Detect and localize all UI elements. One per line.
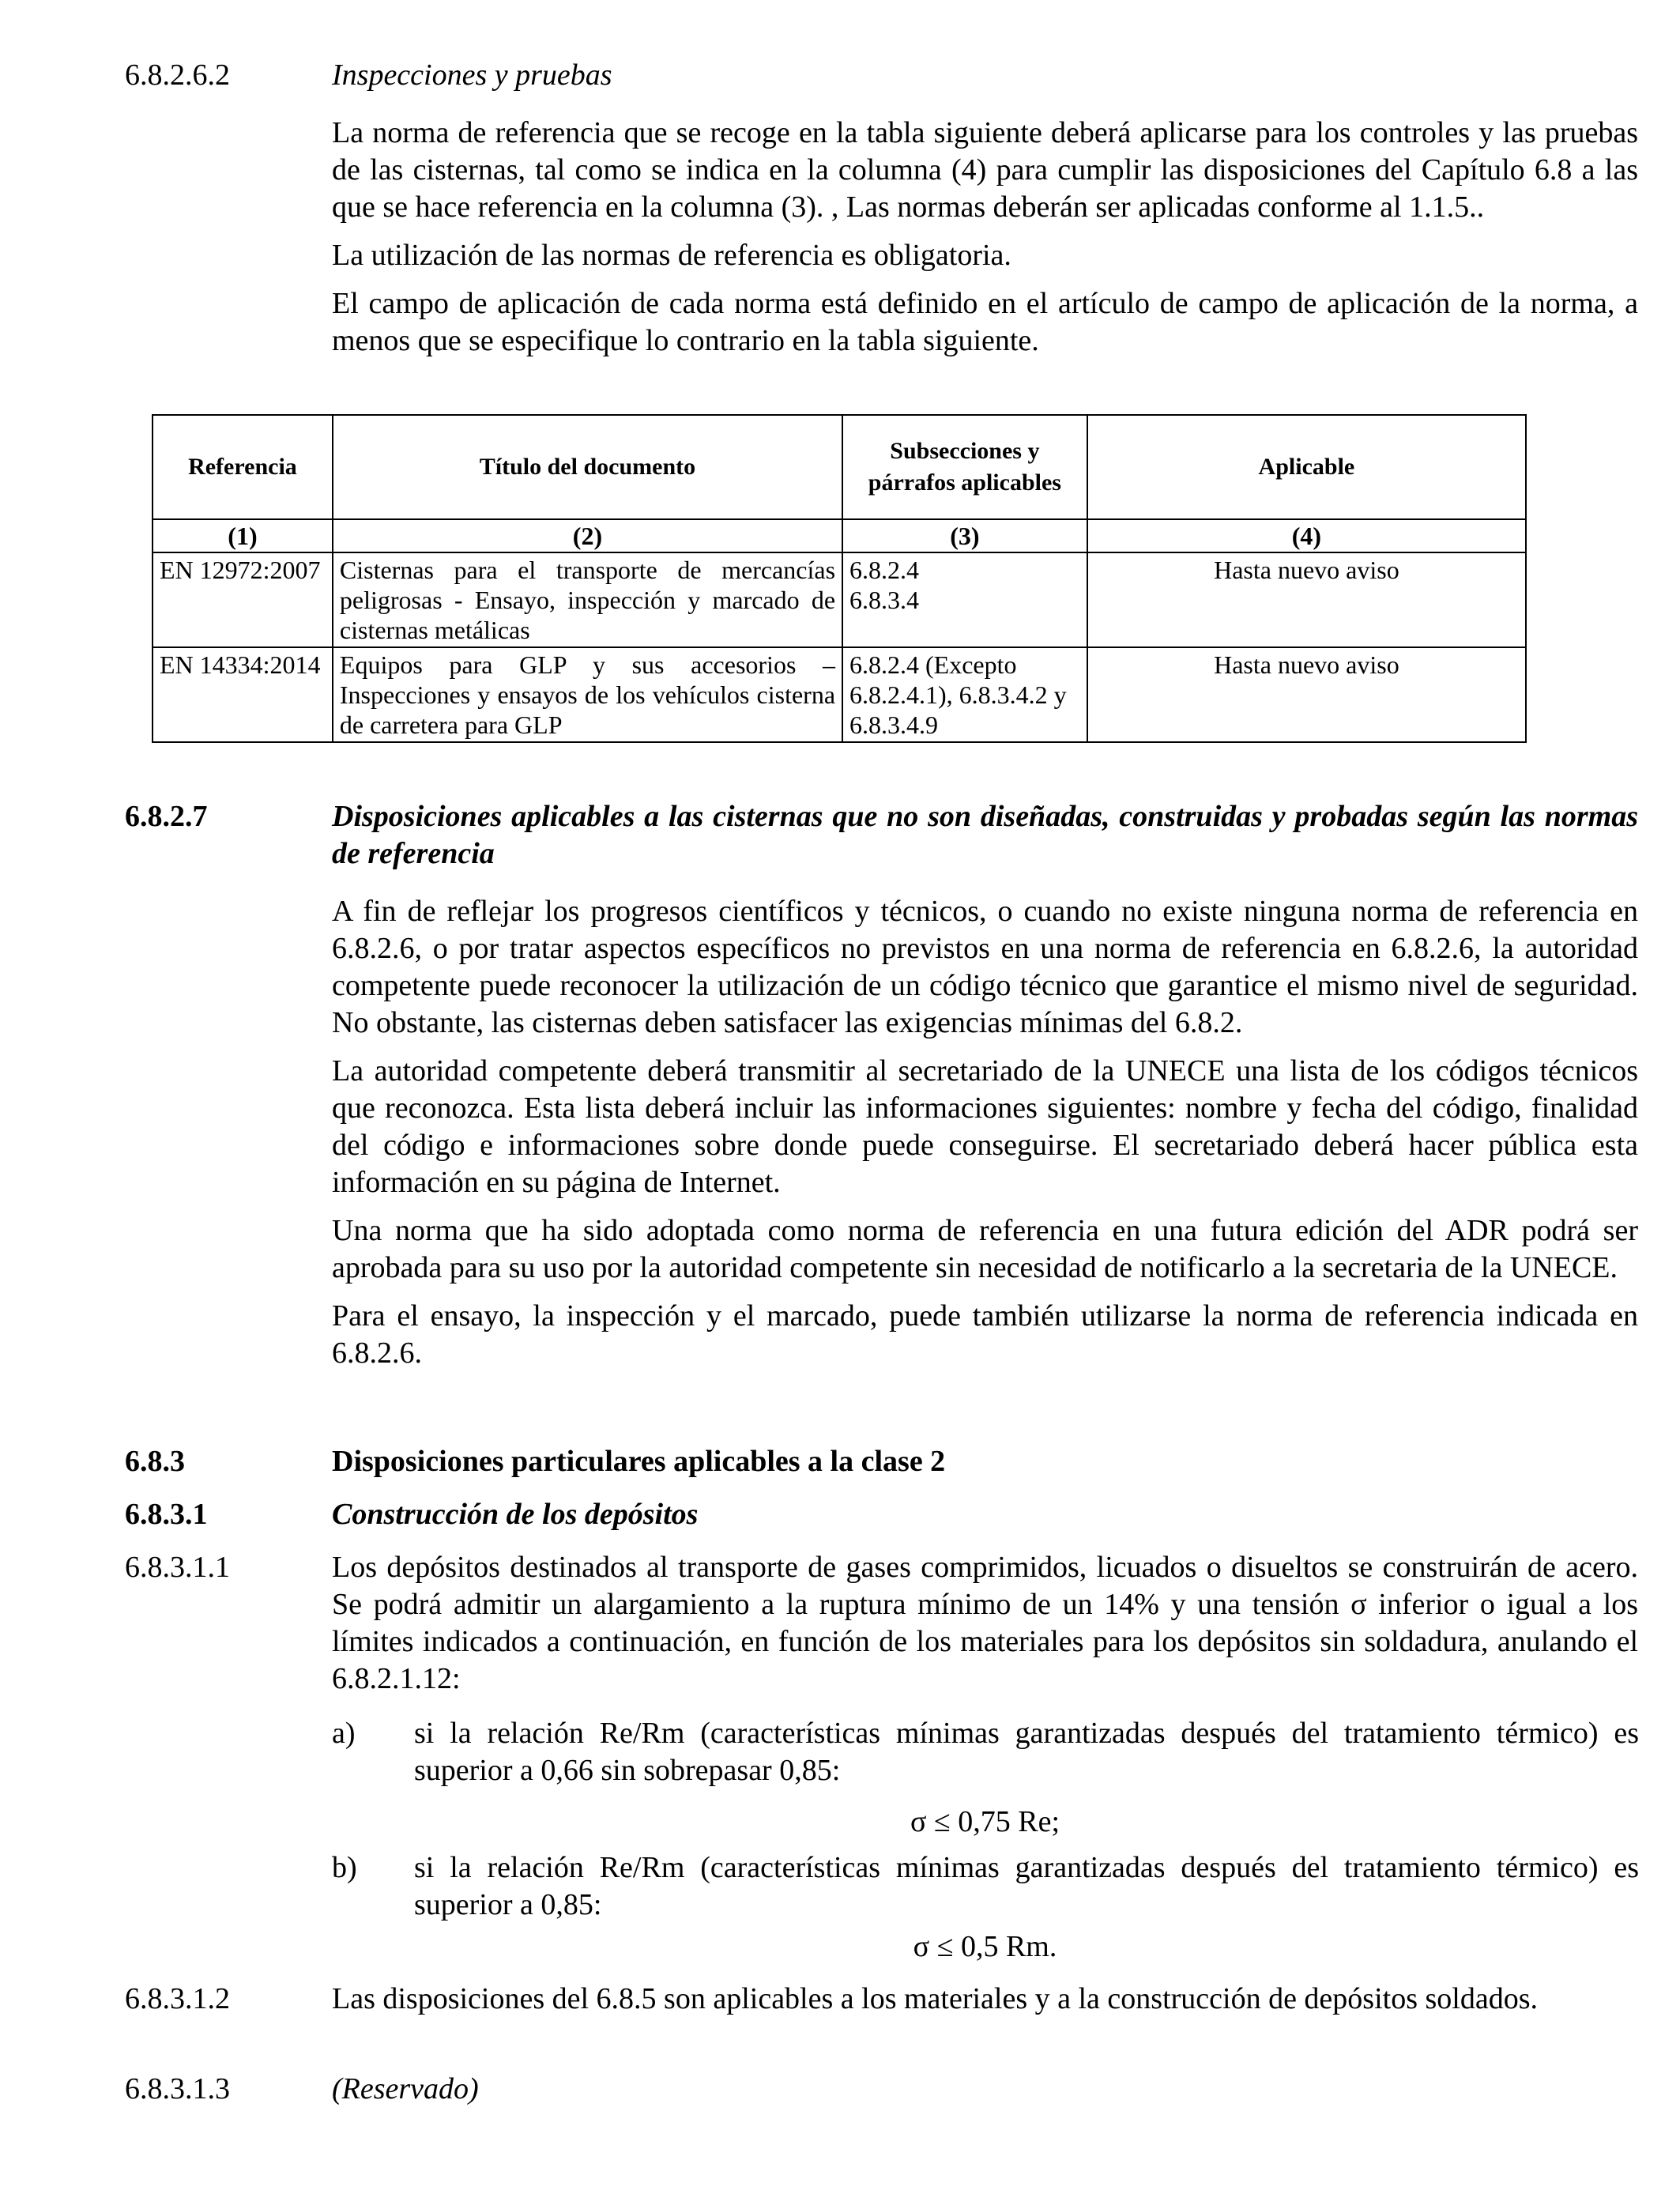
section-6-8-3-1-3 bbox=[125, 2071, 1516, 2108]
list-text: si la relación Re/Rm (características mínimas garantizadas después del tratamiento térmico) es superior a 0,66 sin sobrepasar 0,85: bbox=[414, 1717, 1639, 1787]
paragraph: Los depósitos destinados al transporte de gases comprimidos, licuados o disueltos se construirán de acero. Se podrá admitir un alargamiento a la ruptura mínimo de un 14% y una tensión σ inferior o igual a los límites indicados a continuación, en función de los materiales para los depósitos sin soldadura, anulando el 6.8.2.1.12: bbox=[332, 1551, 1638, 1695]
column-number-row bbox=[153, 519, 1526, 552]
subsection-line: 6.8.2.4 bbox=[849, 556, 920, 584]
section-title: Disposiciones aplicables a las cisternas que no son diseñadas, construidas y probadas según las normas de referencia bbox=[332, 800, 1638, 870]
paragraph: A fin de reflejar los progresos científicos y técnicos, o cuando no existe ninguna norma de referencia en 6.8.2.6, o por tratar aspectos específicos no previstos en una norma de referencia en 6.8.2.6, la autoridad competente puede reconocer la utilización de un código técnico que garantice el mismo nivel de seguridad. No obstante, las cisternas deben satisfacer las exigencias mínimas del 6.8.2. bbox=[332, 895, 1638, 1039]
reference-cell: EN 14334:2014 bbox=[153, 647, 333, 742]
formula-a bbox=[125, 1804, 1516, 1841]
paragraph: Para el ensayo, la inspección y el marcado, puede también utilizarse la norma de referencia indicada en 6.8.2.6. bbox=[332, 1299, 1638, 1370]
column-number: (3) bbox=[842, 519, 1087, 552]
section-number: 6.8.3.1.1 bbox=[125, 1551, 230, 1584]
subsection-line: 6.8.3.4 bbox=[849, 586, 920, 614]
title-cell: Equipos para GLP y sus accesorios – Inspecciones y ensayos de los vehículos cisterna de carretera para GLP bbox=[333, 647, 842, 742]
column-number: (2) bbox=[333, 519, 842, 552]
paragraph: La autoridad competente deberá transmitir al secretariado de la UNECE una lista de los códigos técnicos que reconozca. Esta lista deberá incluir las informaciones siguientes: nombre y fecha del código, finalidad del código e informaciones sobre donde puede conseguirse. El secretariado deberá hacer pública esta información en su página de Internet. bbox=[332, 1054, 1638, 1199]
formula: σ ≤ 0,5 Rm. bbox=[913, 1930, 1057, 1963]
column-number: (1) bbox=[153, 519, 333, 552]
header-cell: Aplicable bbox=[1087, 415, 1526, 519]
header-cell: Subsecciones y párrafos aplicables bbox=[842, 415, 1087, 519]
applicable-cell: Hasta nuevo aviso bbox=[1087, 647, 1526, 742]
list-letter: b) bbox=[332, 1851, 357, 1884]
list-letter: a) bbox=[332, 1717, 356, 1750]
paragraph: El campo de aplicación de cada norma está definido en el artículo de campo de aplicación de la norma, a menos que se especifique lo contrario en la tabla siguiente. bbox=[332, 287, 1638, 357]
formula-b bbox=[125, 1928, 1516, 1966]
title-cell: Cisternas para el transporte de mercancías peligrosas - Ensayo, inspección y marcado de cisternas metálicas bbox=[333, 552, 842, 647]
section-title: Construcción de los depósitos bbox=[332, 1498, 699, 1531]
section-6-8-3-1-1 bbox=[125, 1549, 1638, 1698]
table-row bbox=[153, 647, 1526, 742]
paragraph: La norma de referencia que se recoge en la tabla siguiente deberá aplicarse para los controles y las pruebas de las cisternas, tal como se indica en la columna (4) para cumplir las disposiciones del Capítulo 6.8 a las que se hace referencia en la columna (3). , Las normas deberán ser aplicadas conforme al 1.1.5.. bbox=[332, 116, 1638, 224]
subsection-line: 6.8.2.4 (Excepto 6.8.2.4.1), 6.8.3.4.2 y 6.8.3.4.9 bbox=[849, 650, 1067, 739]
column-number: (4) bbox=[1087, 519, 1526, 552]
table-row bbox=[153, 552, 1526, 647]
list-item-a bbox=[125, 1715, 1639, 1789]
section-6-8-2-7 bbox=[125, 798, 1638, 1372]
section-title: Disposiciones particulares aplicables a la clase 2 bbox=[332, 1445, 946, 1478]
applicable-cell: Hasta nuevo aviso bbox=[1087, 552, 1526, 647]
section-6-8-3-1-2 bbox=[125, 1981, 1538, 2018]
subsection-cell bbox=[842, 552, 1087, 647]
header-cell: Referencia bbox=[153, 415, 333, 519]
list-text: si la relación Re/Rm (características mínimas garantizadas después del tratamiento térmico) es superior a 0,85: bbox=[414, 1851, 1639, 1921]
section-number: 6.8.2.6.2 bbox=[125, 58, 230, 92]
reserved-text: (Reservado) bbox=[332, 2072, 479, 2105]
reference-standards-table bbox=[152, 414, 1527, 743]
paragraph: La utilización de las normas de referencia es obligatoria. bbox=[332, 239, 1011, 272]
section-number: 6.8.3.1 bbox=[125, 1498, 208, 1531]
section-6-8-2-6-2 bbox=[125, 57, 1638, 360]
section-number: 6.8.2.7 bbox=[125, 800, 208, 833]
paragraph: Las disposiciones del 6.8.5 son aplicables a los materiales y a la construcción de depósitos soldados. bbox=[332, 1982, 1538, 2015]
list-item-b bbox=[125, 1849, 1639, 1924]
section-number: 6.8.3.1.3 bbox=[125, 2072, 230, 2105]
section-6-8-3 bbox=[125, 1443, 1516, 1480]
section-number: 6.8.3.1.2 bbox=[125, 1982, 230, 2015]
subsection-cell bbox=[842, 647, 1087, 742]
paragraph: Una norma que ha sido adoptada como norma de referencia en una futura edición del ADR podrá ser aprobada para su uso por la autoridad competente sin necesidad de notificarlo a la secretaria de la UNECE. bbox=[332, 1214, 1638, 1284]
section-number: 6.8.3 bbox=[125, 1445, 185, 1478]
table-header-row bbox=[153, 415, 1526, 519]
section-title: Inspecciones y pruebas bbox=[332, 58, 612, 92]
formula: σ ≤ 0,75 Re; bbox=[910, 1805, 1060, 1838]
section-6-8-3-1 bbox=[125, 1496, 1516, 1533]
reference-cell: EN 12972:2007 bbox=[153, 552, 333, 647]
header-cell: Título del documento bbox=[333, 415, 842, 519]
